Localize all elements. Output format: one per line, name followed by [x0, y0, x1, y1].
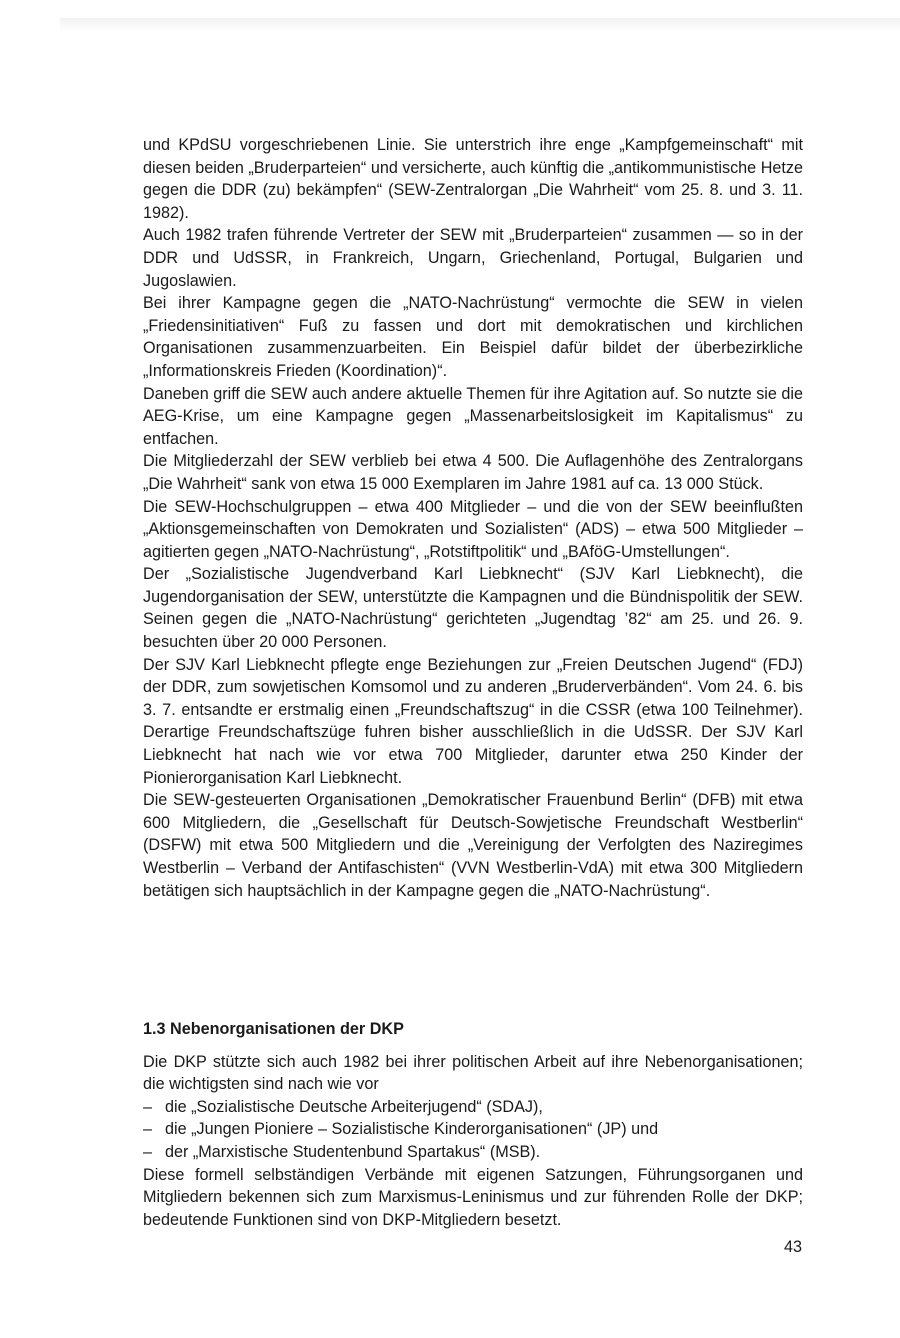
section-closing: Diese formell selbständigen Verbände mit eigenen Satzungen, Führungsorganen und Mitgliedern bekennen sich zum Marxismus-Leninismus und zur führenden Rolle der DKP; bedeutende Funktionen sind von DKP-Mitgliedern besetzt. [143, 1165, 803, 1229]
list-dash: – [143, 1142, 153, 1161]
section-number: 1.3 [143, 1020, 166, 1038]
page-number: 43 [783, 1238, 802, 1256]
paragraph: Der „Sozialistische Jugendverband Karl Liebknecht“ (SJV Karl Liebknecht), die Jugendorganisation der SEW, unterstützte die Kampagnen und die Bündnispolitik der SEW. Seinen gegen die „NATO-Nachrüstung“ gerichteten „Jugendtag ’82“ am 25. und 26. 9. besuchten über 20 000 Personen. [143, 565, 803, 652]
main-text-block [143, 134, 803, 902]
paragraph: Bei ihrer Kampagne gegen die „NATO-Nachrüstung“ vermochte die SEW in vielen „Friedensinitiativen“ Fuß zu fassen und dort mit demokratischen und kirchlichen Organisationen zusammenzuarbeiten. Ein Beispiel dafür bildet der überbezirkliche „Informationskreis Frieden (Koordination)“. [143, 294, 803, 380]
list-item [143, 1118, 803, 1141]
list-item [143, 1096, 803, 1119]
section-block [143, 1018, 803, 1231]
paragraph: Die SEW-Hochschulgruppen – etwa 400 Mitglieder – und die von der SEW beeinflußten „Aktionsgemeinschaften von Demokraten und Sozialisten“ (ADS) – etwa 500 Mitglieder – agitierten gegen „NATO-Nachrüstung“, „Rotstiftpolitik“ und „BAföG-Umstellungen“. [143, 497, 803, 561]
paragraph: Daneben griff die SEW auch andere aktuelle Themen für ihre Agitation auf. So nutzte sie die AEG-Krise, um eine Kampagne gegen „Massenarbeitslosigkeit im Kapitalismus“ zu entfachen. [143, 384, 803, 448]
paragraph: Der SJV Karl Liebknecht pflegte enge Beziehungen zur „Freien Deutschen Jugend“ (FDJ) der DDR, zum sowjetischen Komsomol und zu anderen „Bruderverbänden“. Vom 24. 6. bis 3. 7. entsandte er erstmalig einen „Freundschaftszug“ in die CSSR (etwa 100 Teilnehmer). Derartige Freundschaftszüge fuhren bisher ausschließlich in die UdSSR. Der SJV Karl Liebknecht hat nach wie vor etwa 700 Mitglieder, darunter etwa 250 Kinder der Pionierorganisation Karl Liebknecht. [143, 655, 803, 787]
list-item [143, 1141, 803, 1164]
list-item-text: die „Jungen Pioniere – Sozialistische Kinderorganisationen“ (JP) und [165, 1120, 659, 1139]
paragraph: Auch 1982 trafen führende Vertreter der SEW mit „Bruderparteien“ zusammen — so in der DDR und UdSSR, in Frankreich, Ungarn, Griechenland, Portugal, Bulgarien und Jugoslawien. [143, 226, 803, 290]
section-heading [143, 1018, 803, 1041]
section-intro: Die DKP stützte sich auch 1982 bei ihrer politischen Arbeit auf ihre Nebenorganisationen; die wichtigsten sind nach wie vor [143, 1052, 803, 1094]
paragraph: Die Mitgliederzahl der SEW verblieb bei etwa 4 500. Die Auflagenhöhe des Zentralorgans „Die Wahrheit“ sank von etwa 15 000 Exemplaren im Jahre 1981 auf ca. 13 000 Stück. [143, 452, 803, 493]
list-item-text: die „Sozialistische Deutsche Arbeiterjugend“ (SDAJ), [165, 1097, 543, 1116]
scan-edge [60, 18, 900, 32]
section-title: Nebenorganisationen der DKP [170, 1020, 404, 1038]
paragraph: und KPdSU vorgeschriebenen Linie. Sie unterstrich ihre enge „Kampfgemeinschaft“ mit diesen beiden „Bruderparteien“ und versicherte, auch künftig die „antikommunistische Hetze gegen die DDR (zu) bekämpfen“ (SEW-Zentralorgan „Die Wahrheit“ vom 25. 8. und 3. 11. 1982). [143, 136, 803, 222]
paragraph: Die SEW-gesteuerten Organisationen „Demokratischer Frauenbund Berlin“ (DFB) mit etwa 600 Mitgliedern, die „Gesellschaft für Deutsch-Sowjetische Freundschaft Westberlin“ (DSFW) mit etwa 500 Mitgliedern und die „Vereinigung der Verfolgten des Naziregimes Westberlin – Verband der Antifaschisten“ (VVN Westberlin-VdA) mit etwa 300 Mitgliedern betätigen sich hauptsächlich in der Kampagne gegen die „NATO-Nachrüstung“. [143, 791, 803, 900]
list-item-text: der „Marxistische Studentenbund Spartakus“ (MSB). [165, 1142, 541, 1161]
list-dash: – [143, 1097, 153, 1116]
list-dash: – [143, 1120, 153, 1139]
